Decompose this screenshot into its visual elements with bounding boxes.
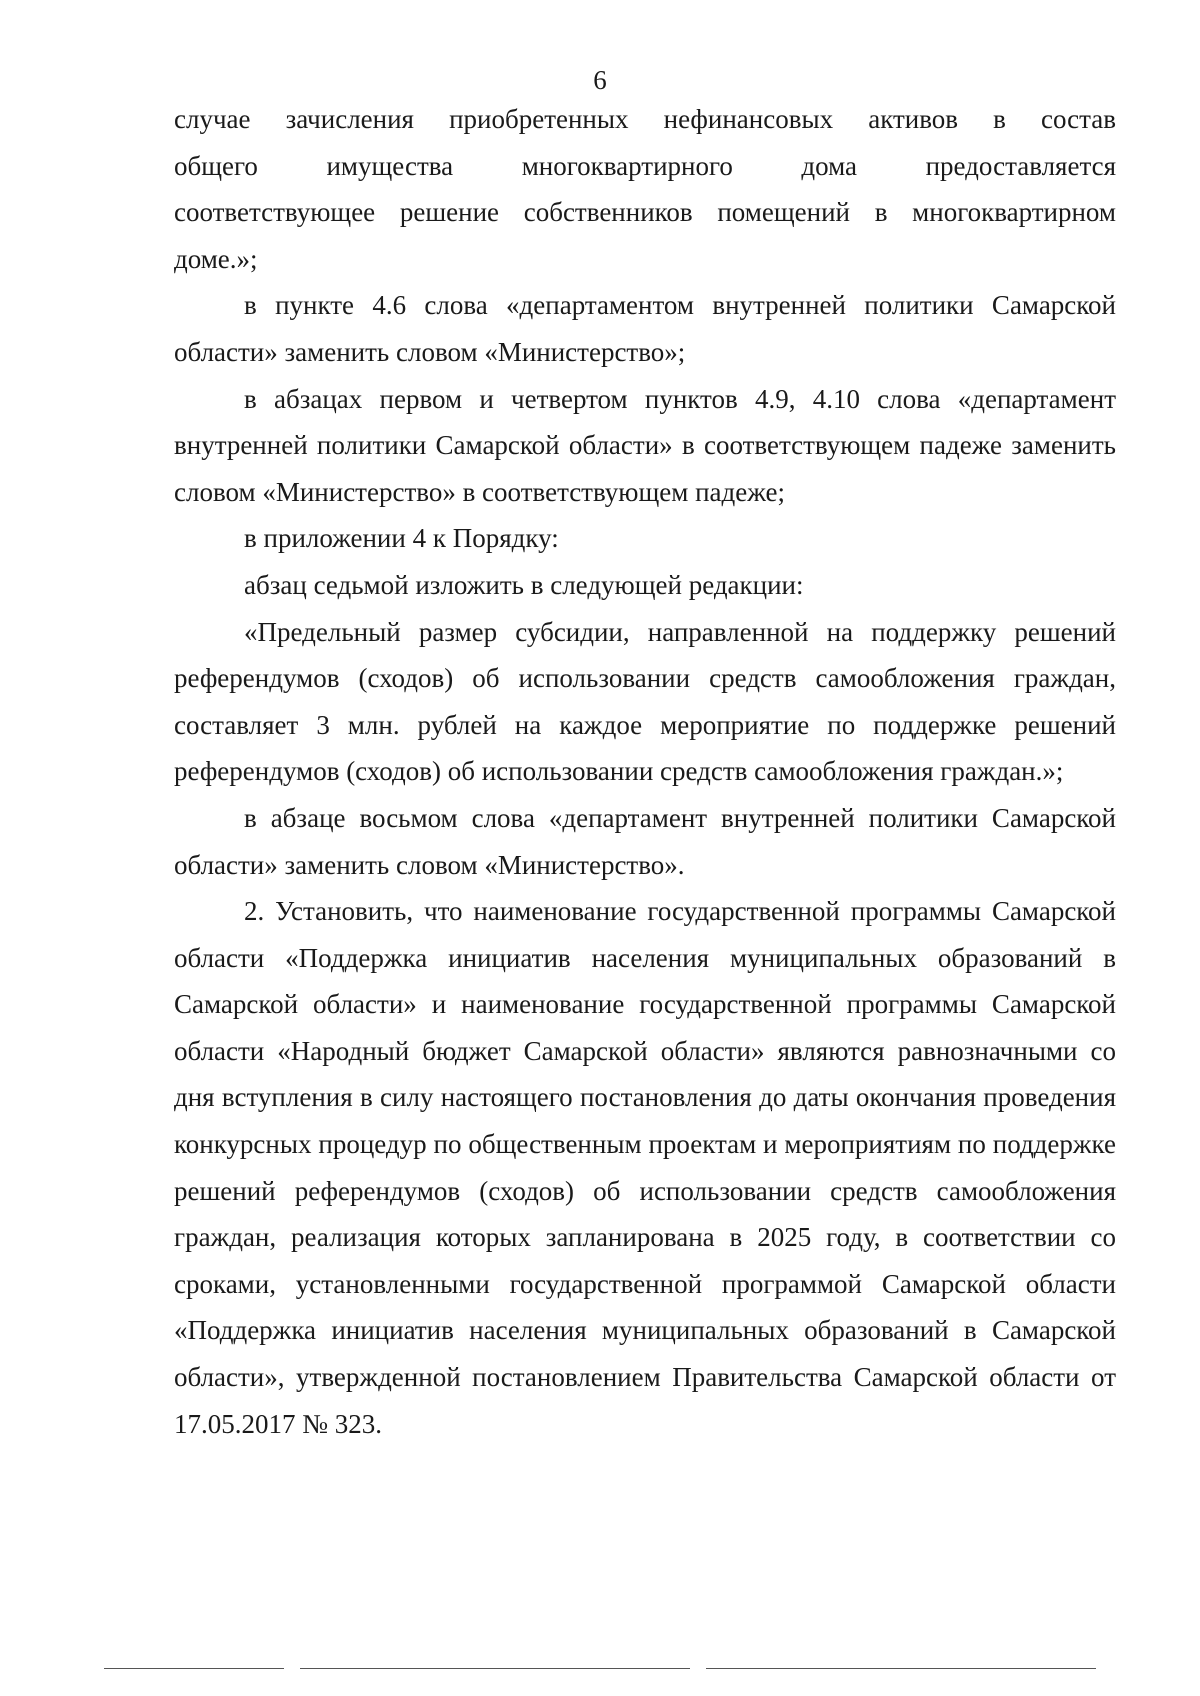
paragraph-continuation	[174, 96, 1116, 282]
paragraph-seventh-clause: абзац седьмой изложить в следующей редакции:	[244, 569, 804, 600]
text-line: доме.»;	[174, 243, 258, 274]
footer-line-segment	[300, 1668, 690, 1669]
footer-separator	[0, 1668, 1200, 1674]
paragraph-subsidy-limit: «Предельный размер субсидии, направленной на поддержку решений референдумов (сходов) об использовании средств самообложения граждан, составляет 3 млн. рублей на каждое мероприятие по поддержке решений референдумов (сходов) об использовании средств самообложения граждан.»;	[174, 616, 1116, 787]
footer-line-segment	[104, 1668, 284, 1669]
paragraph-item-4-6: в пункте 4.6 слова «департаментом внутренней политики Самарской области» заменить словом «Министерство»;	[174, 290, 1116, 367]
footer-line-segment	[706, 1668, 1096, 1669]
paragraph-appendix-4: в приложении 4 к Порядку:	[244, 523, 559, 554]
paragraph-eighth-clause: в абзаце восьмом слова «департамент внутренней политики Самарской области» заменить словом «Министерство».	[174, 802, 1116, 880]
paragraph-clause-2: 2. Установить, что наименование государственной программы Самарской области «Поддержка инициатив населения муниципальных образований в Самарской области» и наименование государственной программы Самарской области «Народный бюджет Самарской области» являются равнозначными со дня вступления в силу настоящего постановления до даты окончания проведения конкурсных процедур по общественным проектам и мероприятиям по поддержке решений референдумов (сходов) об использовании средств самообложения граждан, реализация которых запланирована в 2025 году, в соответствии со сроками, установленными государственной программой Самарской области «Поддержка инициатив населения муниципальных образований в Самарской области», утвержденной постановлением Правительства Самарской области от 17.05.2017 № 323.	[174, 896, 1116, 1439]
page-number: 6	[593, 65, 607, 95]
paragraph-items-4-9-4-10: в абзацах первом и четвертом пунктов 4.9, 4.10 слова «департамент внутренней политики Самарской области» в соответствующем падеже заменить словом «Министерство» в соответствующем падеже;	[174, 383, 1116, 507]
text-line: случае зачисления приобретенных нефинансовых активов в состав	[174, 104, 1116, 134]
text-line: соответствующее решение собственников помещений в многоквартирном	[174, 197, 1116, 228]
text-line: общего имущества многоквартирного дома предоставляется	[174, 150, 1116, 181]
document-body	[174, 96, 1116, 1447]
